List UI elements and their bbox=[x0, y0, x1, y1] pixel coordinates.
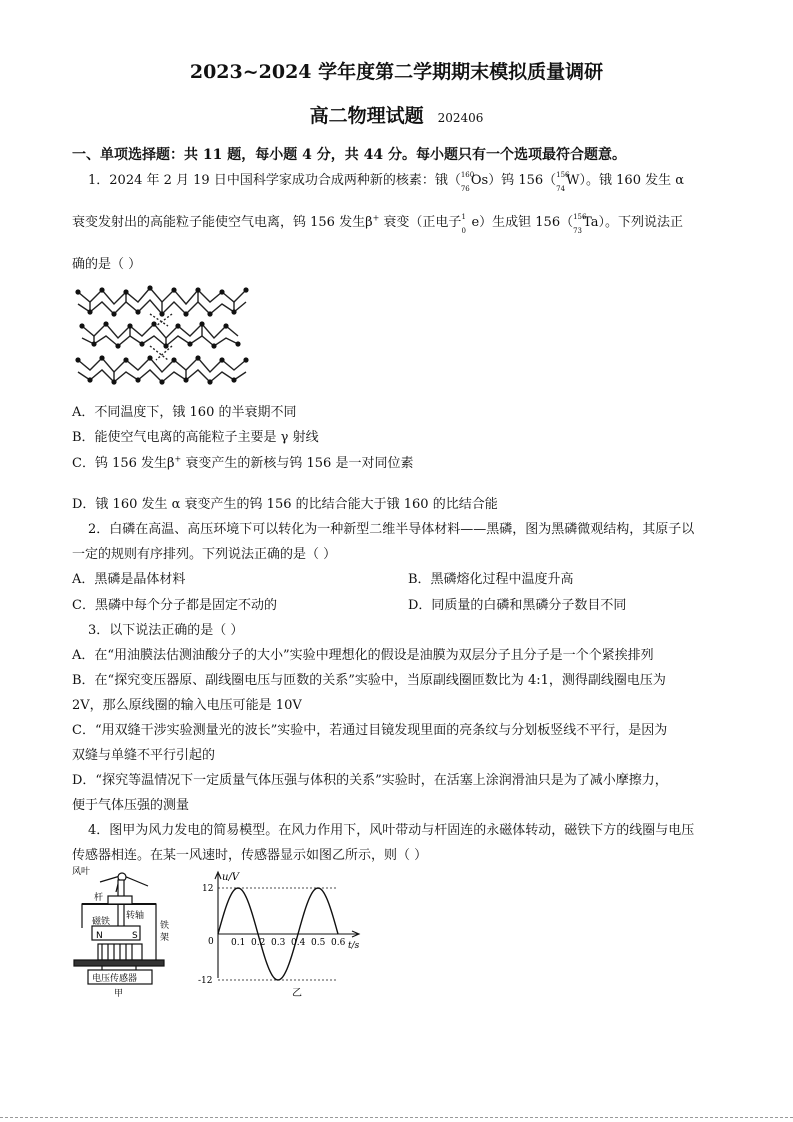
q3-option-b-line2: 2V，那么原线圈的输入电压可能是 10V bbox=[72, 698, 302, 713]
voltage-time-chart bbox=[198, 868, 378, 998]
label-tie: 铁 bbox=[160, 921, 170, 931]
q1-option-d: D．锇 160 发生 α 衰变产生的钨 156 的比结合能大于锇 160 的比结合能 bbox=[72, 497, 498, 512]
q3-option-d-line1: D．“探究等温情况下一定质量气体压强与体积的关系”实验时，在活塞上涂润滑油只是为了减小摩擦力， bbox=[72, 773, 668, 788]
y-axis-label: u/V bbox=[222, 872, 240, 883]
q3-option-c-line2: 双缝与单缝不平行引起的 bbox=[72, 748, 216, 763]
x-tick-label: 0.3 bbox=[271, 938, 286, 948]
q1-line3: 确的是（ ） bbox=[72, 257, 142, 272]
q1-text: 1．2024 年 2 月 19 日中国科学家成功合成两种新的核素：锇（ bbox=[88, 173, 461, 188]
w-isotope: 156 74 W bbox=[556, 171, 580, 193]
positron-symbol: 1 0 e bbox=[461, 213, 480, 235]
q4-line1: 4．图甲为风力发电的简易模型。在风力作用下，风叶带动与杆固连的永磁体转动，磁铁下方的线圈与电压 bbox=[88, 823, 695, 838]
q1-option-a: A．不同温度下，锇 160 的半衰期不同 bbox=[72, 405, 297, 420]
page-bottom-divider bbox=[0, 1117, 793, 1119]
label-n: N bbox=[96, 931, 103, 941]
q1-text: ）。锇 160 发生 α bbox=[579, 173, 685, 188]
q2-option-b: B．黑磷熔化过程中温度升高 bbox=[408, 572, 574, 587]
q1-text: ）生成钽 156（ bbox=[479, 215, 574, 230]
exam-code: 202406 bbox=[437, 111, 484, 125]
q1-text: 衰变发射出的高能粒子能使空气电离，钨 156 发生β bbox=[72, 215, 373, 230]
q2-option-c: C．黑磷中每个分子都是固定不动的 bbox=[72, 598, 277, 613]
x-tick-label: 0.5 bbox=[311, 938, 326, 948]
label-fengye: 风叶 bbox=[72, 867, 91, 877]
label-jia: 架 bbox=[160, 933, 170, 943]
y-tick-label: -12 bbox=[198, 976, 213, 986]
label-s: S bbox=[132, 931, 138, 941]
q2-option-d: D．同质量的白磷和黑磷分子数目不同 bbox=[408, 598, 627, 613]
q3-option-c-line1: C．“用双缝干涉实验测量光的波长”实验中，若通过目镜发现里面的亮条纹与分划板竖线不平行，是因为 bbox=[72, 723, 668, 738]
caption-jia: 甲 bbox=[114, 989, 124, 998]
q1-option-c: C．钨 156 发生β+ 衰变产生的新核与钨 156 是一对同位素 bbox=[72, 454, 414, 471]
os-isotope: 160 76 Os bbox=[460, 171, 489, 193]
x-tick-label: 0.2 bbox=[251, 938, 266, 948]
q4-line2: 传感器相连。在某一风速时，传感器显示如图乙所示，则（ ） bbox=[72, 848, 428, 863]
q3-option-b-line1: B．在“探究变压器原、副线圈电压与匝数的关系”实验中，当原副线圈匝数比为 4:1，测得副线圈电压为 bbox=[72, 673, 666, 688]
q1-text: 衰变（正电子 bbox=[379, 215, 462, 230]
q1-text: ）钨 156（ bbox=[488, 173, 557, 188]
q2-line2: 一定的规则有序排列。下列说法正确的是（ ） bbox=[72, 547, 337, 562]
wind-generator-diagram bbox=[72, 866, 182, 998]
blade-left bbox=[100, 876, 120, 882]
q3-line1: 3．以下说法正确的是（ ） bbox=[88, 623, 244, 638]
ta-isotope: 156 73 Ta bbox=[573, 213, 599, 235]
q1-line1 bbox=[88, 171, 685, 193]
x-axis-label: t/s bbox=[348, 941, 360, 951]
x-tick-label: 0.1 bbox=[231, 938, 246, 948]
exam-title: 2023~2024 学年度第二学期期末模拟质量调研 bbox=[189, 61, 604, 83]
q3-option-d-line2: 便于气体压强的测量 bbox=[72, 798, 190, 813]
q2-line1: 2．白磷在高温、高压环境下可以转化为一种新型二维半导体材料——黑磷，图为黑磷微观结构，其原子以 bbox=[88, 522, 695, 537]
y-tick-label: 12 bbox=[202, 884, 214, 894]
black-phosphorus-structure-image bbox=[72, 280, 252, 390]
caption-yi: 乙 bbox=[292, 988, 302, 998]
x-tick-label: 0.4 bbox=[291, 938, 306, 948]
section-heading: 一、单项选择题：共 11 题，每小题 4 分，共 44 分。每小题只有一个选项最符合题意。 bbox=[72, 147, 626, 163]
label-sensor: 电压传感器 bbox=[92, 974, 138, 984]
blade-right bbox=[124, 876, 148, 886]
q2-option-a: A．黑磷是晶体材料 bbox=[72, 572, 186, 587]
subject-title: 高二物理试题 bbox=[309, 105, 424, 127]
label-gan: 杆 bbox=[94, 893, 104, 903]
q1-line2: 衰变发射出的高能粒子能使空气电离，钨 156 发生β+ 衰变（正电子 1 0 e）生成钽 156（ 156 73 Ta）。下列说法正 bbox=[72, 213, 684, 235]
x-tick-label: 0.6 bbox=[331, 938, 346, 948]
q1-text: ）。下列说法正 bbox=[598, 215, 684, 230]
origin-label: 0 bbox=[208, 937, 214, 947]
q3-option-a: A．在“用油膜法估测油酸分子的大小”实验中理想化的假设是油膜为双层分子且分子是一个个紧挨排列 bbox=[72, 648, 654, 663]
q1-option-b: B．能使空气电离的高能粒子主要是 γ 射线 bbox=[72, 430, 319, 445]
label-zhuanzhou: 转轴 bbox=[126, 911, 145, 921]
label-citie: 磁铁 bbox=[92, 917, 111, 927]
exam-subtitle bbox=[0, 107, 793, 127]
